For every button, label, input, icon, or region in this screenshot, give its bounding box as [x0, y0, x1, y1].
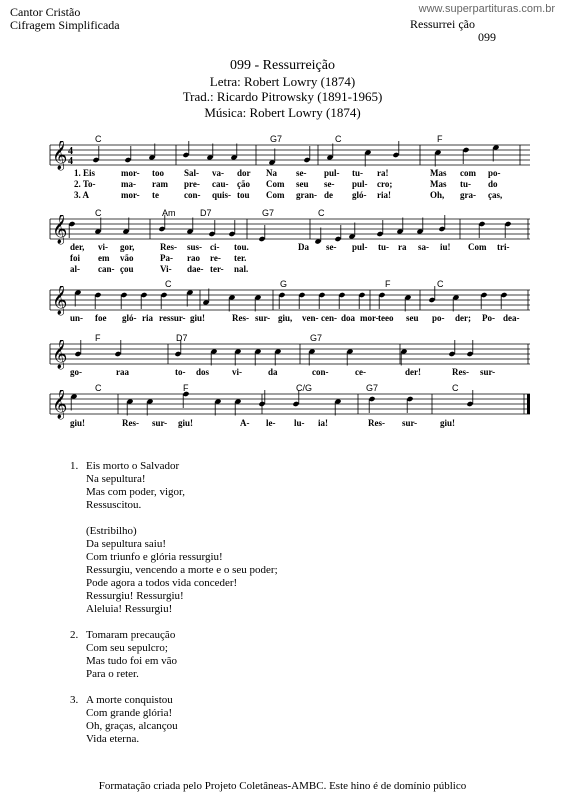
chord-symbol: Am	[162, 208, 176, 218]
lyric-syllable: va-	[212, 168, 224, 178]
lyric-syllable: çou	[120, 264, 134, 274]
verse-line: A morte conquistou	[86, 694, 173, 706]
lyric-syllable: Na	[266, 168, 277, 178]
lyric-syllable: ven-	[302, 313, 319, 323]
chord-symbol: F	[437, 134, 443, 144]
staff-lines	[50, 394, 530, 414]
lyric-syllable: lu-	[294, 418, 305, 428]
lyric-syllable: vão	[120, 253, 134, 263]
lyric-syllable: po-	[488, 168, 501, 178]
lyric-syllable: gra-	[460, 190, 476, 200]
verse-line: Aleluia! Ressurgiu!	[86, 603, 173, 615]
translation-credit: Trad.: Ricardo Pitrowsky (1891-1965)	[182, 89, 383, 104]
lyric-syllable: giu!	[190, 313, 206, 323]
lyric-syllable: giu!	[440, 418, 456, 428]
lyric-syllable: al-	[70, 264, 80, 274]
lyric-syllable: Res-	[232, 313, 249, 323]
lyric-syllable: cau-	[212, 179, 229, 189]
header-title: Ressurrei ção	[410, 17, 475, 31]
lyric-syllable: der;	[455, 313, 471, 323]
verse-line: Vida eterna.	[86, 733, 140, 745]
verse-block	[70, 694, 278, 746]
lyric-syllable: Res-	[368, 418, 385, 428]
verse-line: Ressuscitou.	[86, 499, 142, 511]
chord-symbol: C	[437, 279, 444, 289]
lyric-syllable: Res-	[452, 367, 469, 377]
time-signature-bottom: 4	[68, 156, 73, 167]
verses-text	[70, 460, 278, 759]
lyric-syllable: gran-	[296, 190, 317, 200]
lyric-syllable: tu-	[352, 168, 363, 178]
lyric-syllable: 2. To-	[74, 179, 96, 189]
verse-line: Com triunfo e glória ressurgiu!	[86, 551, 223, 563]
lyric-syllable: le-	[266, 418, 276, 428]
verse-line: Da sepultura saiu!	[86, 538, 167, 550]
chord-symbol: F	[95, 333, 101, 343]
lyric-syllable: gor,	[120, 242, 135, 252]
lyric-syllable: foi	[70, 253, 80, 263]
lyric-syllable: teeo	[378, 313, 394, 323]
verse-line: Ressurgiu, vencendo a morte e o seu poder;	[86, 564, 278, 576]
lyric-syllable: Com	[468, 242, 487, 252]
lyric-syllable: Pa-	[160, 253, 173, 263]
lyric-syllable: com	[460, 168, 476, 178]
lyric-syllable: too	[152, 168, 164, 178]
verse-block	[70, 460, 278, 512]
treble-clef-icon: 𝄞	[52, 215, 68, 244]
lyric-syllable: po-	[432, 313, 445, 323]
verse-line: Na sepultura!	[86, 473, 146, 485]
lyric-syllable: em	[98, 253, 110, 263]
lyric-syllable: Oh,	[430, 190, 445, 200]
chord-symbol: D7	[176, 333, 188, 343]
verse-line: Com seu sepulcro;	[86, 642, 168, 654]
lyric-syllable: ci-	[210, 242, 220, 252]
chord-symbol: G	[280, 279, 288, 289]
lyric-syllable: sur-	[402, 418, 418, 428]
lyric-syllable: seu	[296, 179, 309, 189]
verse-line: Com grande glória!	[86, 707, 173, 719]
header-number: 099	[478, 30, 496, 44]
lyric-syllable: mor-	[121, 168, 140, 178]
lyric-syllable: sur-	[480, 367, 496, 377]
lyric-syllable: Po-	[482, 313, 495, 323]
lyric-syllable: Mas	[430, 179, 447, 189]
chord-symbol: G7	[366, 383, 379, 393]
lyric-syllable: Da	[298, 242, 309, 252]
lyric-syllable: giu!	[70, 418, 86, 428]
verse-line: Para o reter.	[86, 668, 139, 680]
chord-symbol: G7	[310, 333, 323, 343]
verse-number: 1.	[70, 460, 79, 472]
staff-lines	[50, 344, 530, 364]
lyric-syllable: ram	[152, 179, 168, 189]
lyric-syllable: giu!	[178, 418, 194, 428]
verse-line: Oh, graças, alcançou	[86, 720, 178, 732]
chord-symbol: F	[385, 279, 391, 289]
chord-symbol: C	[95, 383, 102, 393]
lyric-syllable: ra!	[377, 168, 389, 178]
lyric-syllable: se-	[324, 179, 335, 189]
chord-symbol: F	[183, 383, 189, 393]
chord-symbol: C	[95, 208, 102, 218]
lyric-syllable: te	[152, 190, 159, 200]
lyric-syllable: con-	[184, 190, 201, 200]
lyric-syllable: mor-	[121, 190, 140, 200]
lyric-syllable: ressur-	[159, 313, 186, 323]
lyric-syllable: ma-	[121, 179, 136, 189]
lyric-syllable: pul-	[324, 168, 340, 178]
staff-lines	[50, 219, 530, 239]
lyric-syllable: sus-	[187, 242, 203, 252]
chord-symbol: C	[95, 134, 102, 144]
verse-line: Pode agora a todos vida conceder!	[86, 577, 238, 589]
chord-symbol: C/G	[296, 383, 313, 393]
hymnal-name: Cantor Cristão	[10, 5, 81, 19]
lyric-syllable: dos	[196, 367, 210, 377]
chord-symbol: C	[452, 383, 459, 393]
lyric-syllable: der!	[405, 367, 421, 377]
title-block	[0, 58, 565, 120]
lyric-syllable: Res-	[160, 242, 177, 252]
lyric-syllable: con-	[312, 367, 329, 377]
lyric-syllable: cen-	[321, 313, 337, 323]
lyric-syllable: dea-	[503, 313, 520, 323]
lyric-syllable: mor-	[360, 313, 379, 323]
lyric-syllable: re-	[210, 253, 221, 263]
lyric-syllable: 3. A	[74, 190, 90, 200]
lyric-syllable: doa	[341, 313, 356, 323]
verse-line: Eis morto o Salvador	[86, 460, 180, 472]
lyric-syllable: sur-	[152, 418, 168, 428]
lyric-syllable: foe	[95, 313, 107, 323]
lyric-syllable: iu!	[440, 242, 451, 252]
lyric-syllable: Com	[266, 179, 285, 189]
verse-line: Mas tudo foi em vão	[86, 655, 178, 667]
chord-symbol: G7	[270, 134, 283, 144]
staff-lines	[50, 290, 530, 310]
verse-number	[70, 525, 82, 616]
chord-symbol: C	[335, 134, 342, 144]
site-watermark[interactable]: www.superpartituras.com.br	[418, 3, 555, 15]
lyric-syllable: se-	[296, 168, 307, 178]
treble-clef-icon: 𝄞	[52, 390, 68, 419]
lyrics-credit: Letra: Robert Lowry (1874)	[209, 73, 356, 89]
lyric-syllable: ce-	[355, 367, 366, 377]
lyric-syllable: sur-	[255, 313, 271, 323]
staff-lines	[50, 145, 530, 165]
lyric-syllable: ter.	[234, 253, 247, 263]
chord-symbol: G7	[262, 208, 275, 218]
lyric-syllable: pre-	[184, 179, 200, 189]
chord-symbol: C	[165, 279, 172, 289]
lyric-syllable: to-	[175, 367, 186, 377]
chord-symbol: D7	[200, 208, 212, 218]
verse-number: 2.	[70, 629, 79, 641]
lyric-syllable: pul-	[352, 179, 368, 189]
lyric-syllable: tu-	[460, 179, 471, 189]
verse-line: (Estribilho)	[86, 525, 137, 537]
lyric-syllable: gló-	[122, 313, 137, 323]
final-barline-thick	[527, 394, 530, 414]
treble-clef-icon: 𝄞	[52, 141, 68, 170]
lyric-syllable: ção	[237, 179, 250, 189]
lyric-syllable: sa-	[418, 242, 429, 252]
hymn-title: 099 - Ressurreição	[230, 58, 335, 73]
edition-name: Cifragem Simplificada	[10, 18, 120, 32]
lyric-syllable: de	[324, 190, 333, 200]
lyric-syllable: Com	[266, 190, 285, 200]
lyric-syllable: giu,	[278, 313, 293, 323]
lyric-syllable: raa	[116, 367, 129, 377]
music-credit: Música: Robert Lowry (1874)	[204, 104, 361, 120]
lyric-syllable: A-	[240, 418, 250, 428]
lyric-syllable: quis-	[212, 190, 232, 200]
lyric-syllable: ças,	[488, 190, 503, 200]
lyric-syllable: rao	[187, 253, 200, 263]
verse-block	[70, 629, 278, 681]
lyric-syllable: do	[488, 179, 498, 189]
chord-symbol: C	[318, 208, 325, 218]
lyric-syllable: nal.	[234, 264, 249, 274]
lyric-syllable: dae-	[187, 264, 204, 274]
lyric-syllable: gló-	[352, 190, 367, 200]
verse-line: Ressurgiu! Ressurgiu!	[86, 590, 184, 602]
lyric-syllable: der,	[70, 242, 85, 252]
lyric-syllable: 1. Eis	[74, 168, 96, 178]
lyric-syllable: vi-	[232, 367, 242, 377]
verse-block	[70, 525, 278, 616]
lyric-syllable: dor	[237, 168, 251, 178]
verse-number: 3.	[70, 694, 79, 706]
lyric-syllable: vi-	[98, 242, 108, 252]
lyric-syllable: un-	[70, 313, 84, 323]
lyric-syllable: Res-	[122, 418, 139, 428]
lyric-syllable: ia!	[318, 418, 328, 428]
lyric-syllable: da	[268, 367, 278, 377]
lyric-syllable: seu	[406, 313, 419, 323]
lyric-syllable: ria!	[377, 190, 391, 200]
verse-line: Tomaram precaução	[86, 629, 176, 641]
lyric-syllable: ter-	[210, 264, 224, 274]
lyric-syllable: tu-	[378, 242, 389, 252]
lyric-syllable: se-	[326, 242, 337, 252]
lyric-syllable: can-	[98, 264, 115, 274]
lyric-syllable: ra	[398, 242, 407, 252]
lyric-syllable: tou.	[234, 242, 249, 252]
lyric-syllable: tri-	[497, 242, 510, 252]
lyric-syllable: ria	[142, 313, 153, 323]
lyric-syllable: tou	[237, 190, 250, 200]
footer-note: Formatação criada pelo Projeto Coletâneas-AMBC. Este hino é de domínio público	[98, 780, 467, 792]
time-signature-top: 4	[68, 146, 73, 157]
treble-clef-icon: 𝄞	[52, 340, 68, 369]
lyric-syllable: go-	[70, 367, 82, 377]
lyric-syllable: cro;	[377, 179, 393, 189]
lyric-syllable: Mas	[430, 168, 447, 178]
verse-line: Mas com poder, vigor,	[86, 486, 186, 498]
lyric-syllable: Vi-	[160, 264, 172, 274]
treble-clef-icon: 𝄞	[52, 286, 68, 315]
lyric-syllable: Sal-	[184, 168, 200, 178]
lyric-syllable: pul-	[352, 242, 368, 252]
